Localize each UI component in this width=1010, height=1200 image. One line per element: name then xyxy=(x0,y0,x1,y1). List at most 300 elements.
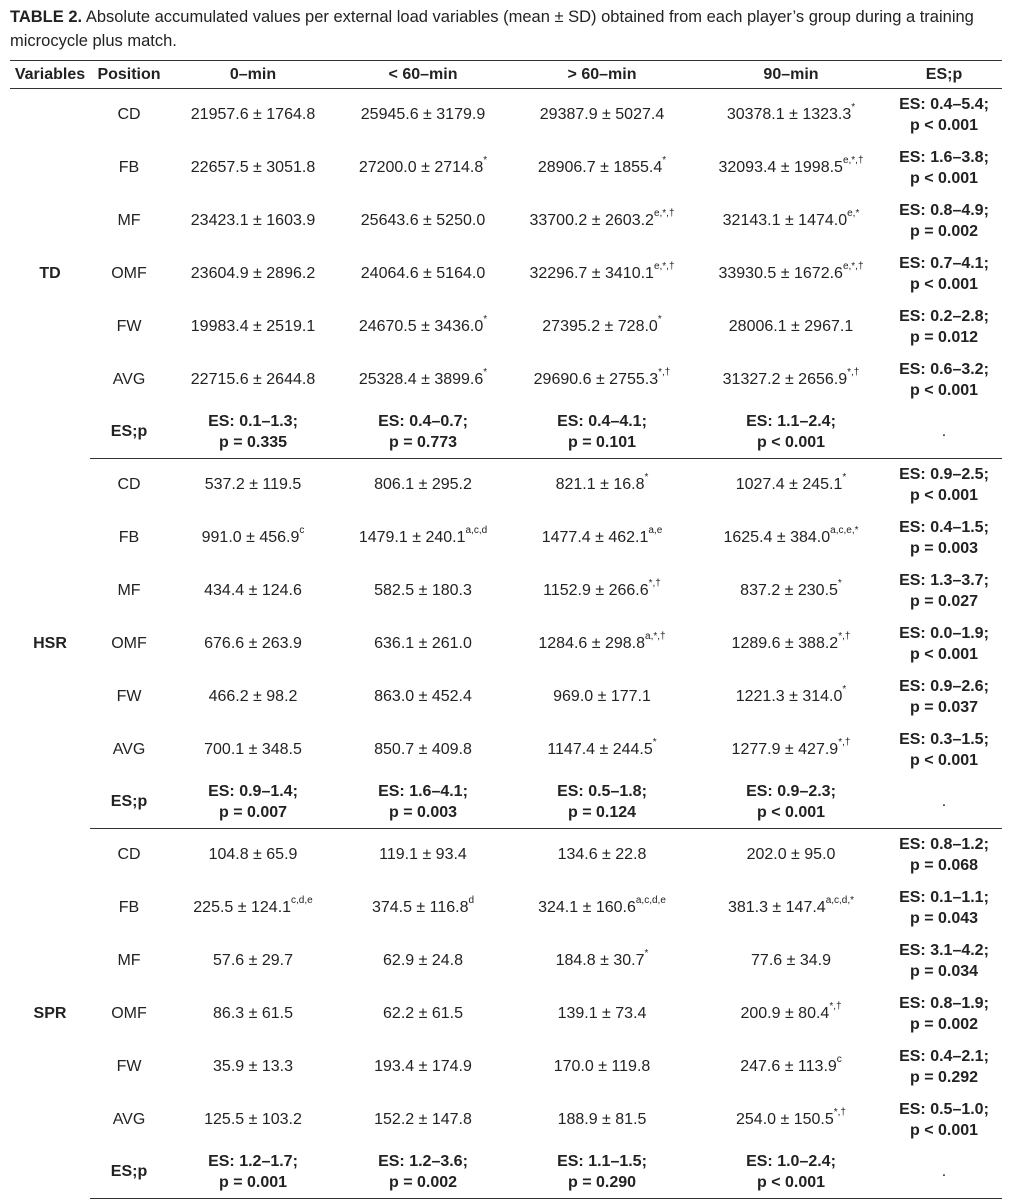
summary-row xyxy=(10,1147,1002,1199)
es-text: ES: 0.3–1.5; xyxy=(899,731,989,748)
es-text: ES: 0.8–1.9; xyxy=(899,995,989,1012)
summary-es-cell xyxy=(338,407,508,459)
es-p-cell xyxy=(886,618,1002,671)
value-cell xyxy=(696,935,886,988)
p-text: p < 0.001 xyxy=(909,117,979,135)
value-text: 152.2 ± 147.8 xyxy=(374,1111,472,1128)
value-text: 25328.4 ± 3899.6 xyxy=(358,371,484,388)
value-text: 374.5 ± 116.8 xyxy=(371,899,469,916)
position-cell: CD xyxy=(117,846,141,864)
es-text: ES: 1.1–2.4; xyxy=(746,413,836,431)
value-text: 188.9 ± 81.5 xyxy=(557,1111,647,1128)
value-cell xyxy=(508,195,696,248)
value-text: 23423.1 ± 1603.9 xyxy=(190,212,316,229)
value-text: 19983.4 ± 2519.1 xyxy=(190,318,316,335)
significance-marker: * xyxy=(842,472,847,484)
table-row xyxy=(10,142,1002,195)
p-text: p < 0.001 xyxy=(909,382,979,399)
summary-es-cell xyxy=(696,777,886,829)
position-cell: OMF xyxy=(111,1005,147,1022)
es-p-cell xyxy=(886,724,1002,777)
summary-label: ES;p xyxy=(90,1147,168,1199)
p-text: p < 0.001 xyxy=(909,276,979,293)
value-text: 28906.7 ± 1855.4 xyxy=(537,159,663,176)
value-cell xyxy=(168,565,338,618)
es-text: ES: 0.9–2.6; xyxy=(899,678,989,695)
value-text: 32143.1 ± 1474.0 xyxy=(722,212,848,229)
value-cell xyxy=(508,459,696,512)
value-cell xyxy=(168,1041,338,1094)
value-text: 1221.3 ± 314.0 xyxy=(735,688,843,705)
p-text: p = 0.037 xyxy=(909,699,979,716)
table-row xyxy=(10,618,1002,671)
position-cell: OMF xyxy=(111,265,147,282)
value-text: 22715.6 ± 2644.8 xyxy=(190,371,316,388)
significance-marker: * xyxy=(483,314,488,325)
p-text: p < 0.001 xyxy=(909,487,979,505)
es-p-cell xyxy=(886,512,1002,565)
value-cell xyxy=(696,829,886,882)
es-text: ES: 1.2–1.7; xyxy=(208,1153,298,1171)
value-cell xyxy=(696,195,886,248)
value-cell xyxy=(168,89,338,142)
value-cell xyxy=(338,724,508,777)
value-cell xyxy=(508,565,696,618)
p-text: p = 0.002 xyxy=(388,1174,458,1192)
table-row xyxy=(10,301,1002,354)
value-text: 134.6 ± 22.8 xyxy=(557,846,647,864)
es-p-cell xyxy=(886,1041,1002,1094)
position-cell: FW xyxy=(116,688,142,705)
variable-label: TD xyxy=(39,264,61,282)
summary-es-cell xyxy=(168,1147,338,1199)
p-text: p = 0.290 xyxy=(567,1174,637,1192)
p-text: p < 0.001 xyxy=(909,646,979,663)
summary-es-cell xyxy=(508,777,696,829)
es-p-cell xyxy=(886,988,1002,1041)
value-text: 125.5 ± 103.2 xyxy=(204,1111,302,1128)
position-cell: FB xyxy=(118,899,140,916)
value-cell xyxy=(338,142,508,195)
es-text: ES: 1.6–4.1; xyxy=(378,783,468,801)
value-cell xyxy=(168,724,338,777)
value-cell xyxy=(696,512,886,565)
position-cell: AVG xyxy=(112,371,146,388)
value-text: 32296.7 ± 3410.1 xyxy=(529,265,654,282)
value-text: 1625.4 ± 384.0 xyxy=(723,529,831,546)
summary-es-cell xyxy=(508,1147,696,1199)
position-cell: CD xyxy=(117,476,141,494)
value-text: 62.2 ± 61.5 xyxy=(383,1005,463,1022)
table-row xyxy=(10,988,1002,1041)
value-cell xyxy=(696,1094,886,1147)
position-cell: AVG xyxy=(112,1111,146,1128)
es-p-cell xyxy=(886,829,1002,882)
p-text: p = 0.007 xyxy=(218,804,288,822)
es-text: ES: 1.3–3.7; xyxy=(899,572,989,589)
value-cell xyxy=(168,248,338,301)
value-text: 381.3 ± 147.4 xyxy=(727,899,826,916)
p-text: p = 0.027 xyxy=(909,593,979,610)
p-text: p = 0.012 xyxy=(909,329,979,346)
significance-marker: *,† xyxy=(833,1107,846,1118)
value-cell xyxy=(696,459,886,512)
significance-marker: *,† xyxy=(829,1001,842,1012)
value-cell xyxy=(338,512,508,565)
es-text: ES: 3.1–4.2; xyxy=(899,942,989,959)
value-cell xyxy=(508,512,696,565)
table-row xyxy=(10,459,1002,512)
data-table xyxy=(10,60,1002,1199)
p-text: p < 0.001 xyxy=(909,170,979,187)
value-cell xyxy=(338,988,508,1041)
table-row xyxy=(10,512,1002,565)
significance-marker: * xyxy=(662,155,667,166)
value-text: 676.6 ± 263.9 xyxy=(204,635,302,652)
summary-es-cell xyxy=(338,777,508,829)
summary-row xyxy=(10,777,1002,829)
value-cell xyxy=(168,512,338,565)
value-text: 184.8 ± 30.7 xyxy=(555,952,645,969)
table-label: TABLE 2. xyxy=(10,8,83,26)
position-cell: CD xyxy=(117,106,141,124)
header-90-min: 90–min xyxy=(696,61,886,89)
value-cell xyxy=(696,1041,886,1094)
significance-marker: c,d,e xyxy=(291,895,313,906)
value-text: 200.9 ± 80.4 xyxy=(740,1005,830,1022)
position-cell: FW xyxy=(116,1058,142,1075)
variable-label: HSR xyxy=(33,634,67,652)
value-text: 837.2 ± 230.5 xyxy=(740,582,838,599)
value-text: 119.1 ± 93.4 xyxy=(379,846,467,864)
value-cell xyxy=(508,1041,696,1094)
p-text: p = 0.043 xyxy=(909,910,979,927)
value-text: 27395.2 ± 728.0 xyxy=(542,318,658,335)
value-text: 324.1 ± 160.6 xyxy=(538,899,636,916)
value-cell xyxy=(508,1094,696,1147)
position-cell: FB xyxy=(118,159,140,176)
header-position: Position xyxy=(90,61,168,89)
significance-marker: c xyxy=(836,1054,842,1065)
p-text: p < 0.001 xyxy=(756,434,826,452)
position-cell: FW xyxy=(116,318,142,335)
es-p-cell xyxy=(886,1094,1002,1147)
p-text: p < 0.001 xyxy=(756,804,826,822)
value-cell xyxy=(168,829,338,882)
value-cell xyxy=(696,724,886,777)
value-text: 57.6 ± 29.7 xyxy=(213,952,293,969)
p-text: p < 0.001 xyxy=(909,1122,979,1139)
value-text: 21957.6 ± 1764.8 xyxy=(190,106,316,124)
es-p-cell xyxy=(886,248,1002,301)
value-cell xyxy=(168,671,338,724)
value-text: 821.1 ± 16.8 xyxy=(555,476,645,494)
value-cell xyxy=(338,935,508,988)
value-text: 582.5 ± 180.3 xyxy=(374,582,472,599)
value-text: 62.9 ± 24.8 xyxy=(383,952,463,969)
es-text: ES: 0.5–1.0; xyxy=(899,1101,989,1118)
significance-marker: e,*,† xyxy=(653,208,675,219)
value-text: 32093.4 ± 1998.5 xyxy=(718,159,843,176)
value-text: 863.0 ± 452.4 xyxy=(374,688,472,705)
significance-marker: a,e xyxy=(648,525,663,536)
header-row xyxy=(10,61,1002,89)
value-cell xyxy=(338,671,508,724)
value-cell xyxy=(338,882,508,935)
summary-es-cell xyxy=(338,1147,508,1199)
es-text: ES: 0.1–1.1; xyxy=(899,889,989,906)
value-cell xyxy=(508,248,696,301)
significance-marker: a,*,† xyxy=(645,631,666,642)
summary-es-cell xyxy=(696,407,886,459)
significance-marker: * xyxy=(644,472,649,484)
es-text: ES: 1.6–3.8; xyxy=(899,149,989,166)
summary-es-cell xyxy=(508,407,696,459)
value-cell xyxy=(696,988,886,1041)
value-text: 77.6 ± 34.9 xyxy=(751,952,831,969)
summary-es-cell xyxy=(168,407,338,459)
value-text: 25643.6 ± 5250.0 xyxy=(360,212,486,229)
value-cell xyxy=(696,565,886,618)
significance-marker: *,† xyxy=(847,367,860,378)
p-text: p = 0.101 xyxy=(567,434,637,452)
p-text: p = 0.003 xyxy=(388,804,458,822)
value-cell xyxy=(168,301,338,354)
es-p-cell xyxy=(886,935,1002,988)
significance-marker: *,† xyxy=(648,578,661,589)
value-text: 254.0 ± 150.5 xyxy=(736,1111,834,1128)
significance-marker: * xyxy=(483,367,488,378)
significance-marker: * xyxy=(851,102,856,114)
table-body xyxy=(10,89,1002,1199)
value-text: 29387.9 ± 5027.4 xyxy=(539,106,665,124)
table-header xyxy=(10,61,1002,89)
significance-marker: a,c,d,e xyxy=(635,895,666,906)
es-text: ES: 0.8–1.2; xyxy=(899,836,989,854)
table-row xyxy=(10,829,1002,882)
header-variables: Variables xyxy=(10,61,90,89)
value-text: 35.9 ± 13.3 xyxy=(213,1058,293,1075)
significance-marker: *,† xyxy=(658,367,671,378)
table-row xyxy=(10,354,1002,407)
value-text: 850.7 ± 409.8 xyxy=(374,741,472,758)
value-text: 434.4 ± 124.6 xyxy=(204,582,302,599)
value-text: 1152.9 ± 266.6 xyxy=(543,582,649,599)
es-text: ES: 0.4–1.5; xyxy=(899,519,989,536)
value-text: 86.3 ± 61.5 xyxy=(213,1005,293,1022)
es-p-cell xyxy=(886,195,1002,248)
value-text: 1147.4 ± 244.5 xyxy=(547,741,653,758)
value-cell xyxy=(168,935,338,988)
es-text: ES: 0.4–5.4; xyxy=(899,96,989,114)
es-text: ES: 0.8–4.9; xyxy=(899,202,989,219)
value-cell xyxy=(696,671,886,724)
value-text: 193.4 ± 174.9 xyxy=(374,1058,472,1075)
es-text: ES: 0.5–1.8; xyxy=(557,783,647,801)
p-text: p = 0.002 xyxy=(909,223,979,240)
significance-marker: *,† xyxy=(838,631,851,642)
value-cell xyxy=(338,1094,508,1147)
value-cell xyxy=(508,671,696,724)
value-cell xyxy=(696,618,886,671)
header-es-p: ES;p xyxy=(886,61,1002,89)
value-text: 31327.2 ± 2656.9 xyxy=(722,371,848,388)
header-lt-60-min: < 60–min xyxy=(338,61,508,89)
value-cell xyxy=(168,195,338,248)
table-row xyxy=(10,248,1002,301)
p-text: p = 0.003 xyxy=(909,540,979,557)
significance-marker: e,*,† xyxy=(842,155,864,166)
value-cell xyxy=(338,195,508,248)
es-p-cell xyxy=(886,882,1002,935)
es-p-cell xyxy=(886,459,1002,512)
significance-marker: d xyxy=(468,895,475,906)
position-cell: AVG xyxy=(112,741,146,758)
value-cell xyxy=(508,882,696,935)
es-p-cell xyxy=(886,301,1002,354)
value-text: 28006.1 ± 2967.1 xyxy=(728,318,854,335)
summary-label: ES;p xyxy=(90,407,168,459)
position-cell: FB xyxy=(118,529,140,546)
value-text: 1479.1 ± 240.1 xyxy=(358,529,466,546)
es-text: ES: 0.9–2.3; xyxy=(746,783,836,801)
header-0-min: 0–min xyxy=(168,61,338,89)
table-row xyxy=(10,671,1002,724)
es-text: ES: 0.1–1.3; xyxy=(208,413,298,431)
value-cell xyxy=(696,142,886,195)
value-cell xyxy=(508,988,696,1041)
value-text: 24670.5 ± 3436.0 xyxy=(358,318,484,335)
table-row xyxy=(10,1094,1002,1147)
significance-marker: *,† xyxy=(838,737,851,748)
value-cell xyxy=(168,618,338,671)
value-cell xyxy=(508,89,696,142)
p-text: p = 0.034 xyxy=(909,963,979,980)
significance-marker: * xyxy=(652,737,657,748)
value-text: 1277.9 ± 427.9 xyxy=(731,741,839,758)
value-text: 700.1 ± 348.5 xyxy=(204,741,302,758)
es-text: ES: 1.1–1.5; xyxy=(557,1153,647,1171)
significance-marker: * xyxy=(837,578,842,589)
position-cell: MF xyxy=(117,952,141,969)
es-p-cell xyxy=(886,142,1002,195)
p-text: p = 0.773 xyxy=(388,434,458,452)
p-text: p = 0.124 xyxy=(567,804,637,822)
significance-marker: e,* xyxy=(847,208,860,219)
value-cell xyxy=(168,988,338,1041)
value-cell xyxy=(338,248,508,301)
value-text: 33700.2 ± 2603.2 xyxy=(529,212,654,229)
significance-marker: * xyxy=(657,314,662,325)
es-p-cell xyxy=(886,565,1002,618)
value-cell xyxy=(338,829,508,882)
value-text: 1284.6 ± 298.8 xyxy=(538,635,646,652)
es-text: ES: 0.2–2.8; xyxy=(899,308,989,325)
es-text: ES: 1.0–2.4; xyxy=(746,1153,836,1171)
significance-marker: e,*,† xyxy=(653,261,675,272)
value-text: 225.5 ± 124.1 xyxy=(193,899,292,916)
value-text: 170.0 ± 119.8 xyxy=(553,1058,651,1075)
value-cell xyxy=(168,1094,338,1147)
value-text: 23604.9 ± 2896.2 xyxy=(190,265,316,282)
table-row xyxy=(10,89,1002,142)
es-text: ES: 0.4–4.1; xyxy=(557,413,647,431)
summary-es-cell xyxy=(168,777,338,829)
value-cell xyxy=(696,882,886,935)
value-text: 969.0 ± 177.1 xyxy=(553,688,651,705)
position-cell: MF xyxy=(117,582,141,599)
p-text: p < 0.001 xyxy=(756,1174,826,1192)
value-cell xyxy=(338,301,508,354)
significance-marker: e,*,† xyxy=(842,261,864,272)
es-p-cell xyxy=(886,671,1002,724)
position-cell: MF xyxy=(117,212,141,229)
value-text: 25945.6 ± 3179.9 xyxy=(360,106,486,124)
significance-marker: a,c,e,* xyxy=(830,525,859,536)
es-p-cell xyxy=(886,354,1002,407)
es-text: ES: 0.9–2.5; xyxy=(899,466,989,484)
value-text: 27200.0 ± 2714.8 xyxy=(358,159,484,176)
value-text: 139.1 ± 73.4 xyxy=(557,1005,647,1022)
value-text: 22657.5 ± 3051.8 xyxy=(190,159,316,176)
value-text: 30378.1 ± 1323.3 xyxy=(726,106,852,124)
es-text: ES: 0.9–1.4; xyxy=(208,783,298,801)
value-text: 29690.6 ± 2755.3 xyxy=(533,371,659,388)
table-caption-text: Absolute accumulated values per external load variables (mean ± SD) obtained from each player’s group during a training microcycle plus match. xyxy=(10,8,974,50)
header-gt-60-min: > 60–min xyxy=(508,61,696,89)
value-text: 33930.5 ± 1672.6 xyxy=(718,265,843,282)
summary-label: ES;p xyxy=(90,777,168,829)
p-text: p = 0.002 xyxy=(909,1016,979,1033)
value-text: 1289.6 ± 388.2 xyxy=(731,635,839,652)
es-text: ES: 0.4–2.1; xyxy=(899,1048,989,1065)
value-cell xyxy=(508,618,696,671)
summary-empty-cell: . xyxy=(886,777,1002,829)
es-text: ES: 0.7–4.1; xyxy=(899,255,989,272)
value-cell xyxy=(696,248,886,301)
p-text: p = 0.068 xyxy=(909,857,979,875)
es-text: ES: 1.2–3.6; xyxy=(378,1153,468,1171)
value-cell xyxy=(696,89,886,142)
summary-empty-cell: . xyxy=(886,407,1002,459)
p-text: p < 0.001 xyxy=(909,752,979,769)
value-cell xyxy=(508,724,696,777)
significance-marker: * xyxy=(483,155,488,166)
value-cell xyxy=(508,301,696,354)
summary-row xyxy=(10,407,1002,459)
value-cell xyxy=(168,354,338,407)
p-text: p = 0.335 xyxy=(218,434,288,452)
value-cell xyxy=(338,1041,508,1094)
value-cell xyxy=(338,354,508,407)
value-text: 466.2 ± 98.2 xyxy=(208,688,298,705)
value-cell xyxy=(508,935,696,988)
value-text: 537.2 ± 119.5 xyxy=(204,476,302,494)
value-cell xyxy=(508,829,696,882)
table-row xyxy=(10,935,1002,988)
table-row xyxy=(10,195,1002,248)
table-caption xyxy=(10,5,1002,53)
value-text: 1027.4 ± 245.1 xyxy=(735,476,843,494)
value-text: 991.0 ± 456.9 xyxy=(201,529,300,546)
summary-empty-cell: . xyxy=(886,1147,1002,1199)
value-text: 202.0 ± 95.0 xyxy=(746,846,836,864)
value-text: 104.8 ± 65.9 xyxy=(208,846,298,864)
es-text: ES: 0.6–3.2; xyxy=(899,361,989,378)
es-text: ES: 0.4–0.7; xyxy=(378,413,468,431)
value-cell xyxy=(168,882,338,935)
value-cell xyxy=(338,89,508,142)
